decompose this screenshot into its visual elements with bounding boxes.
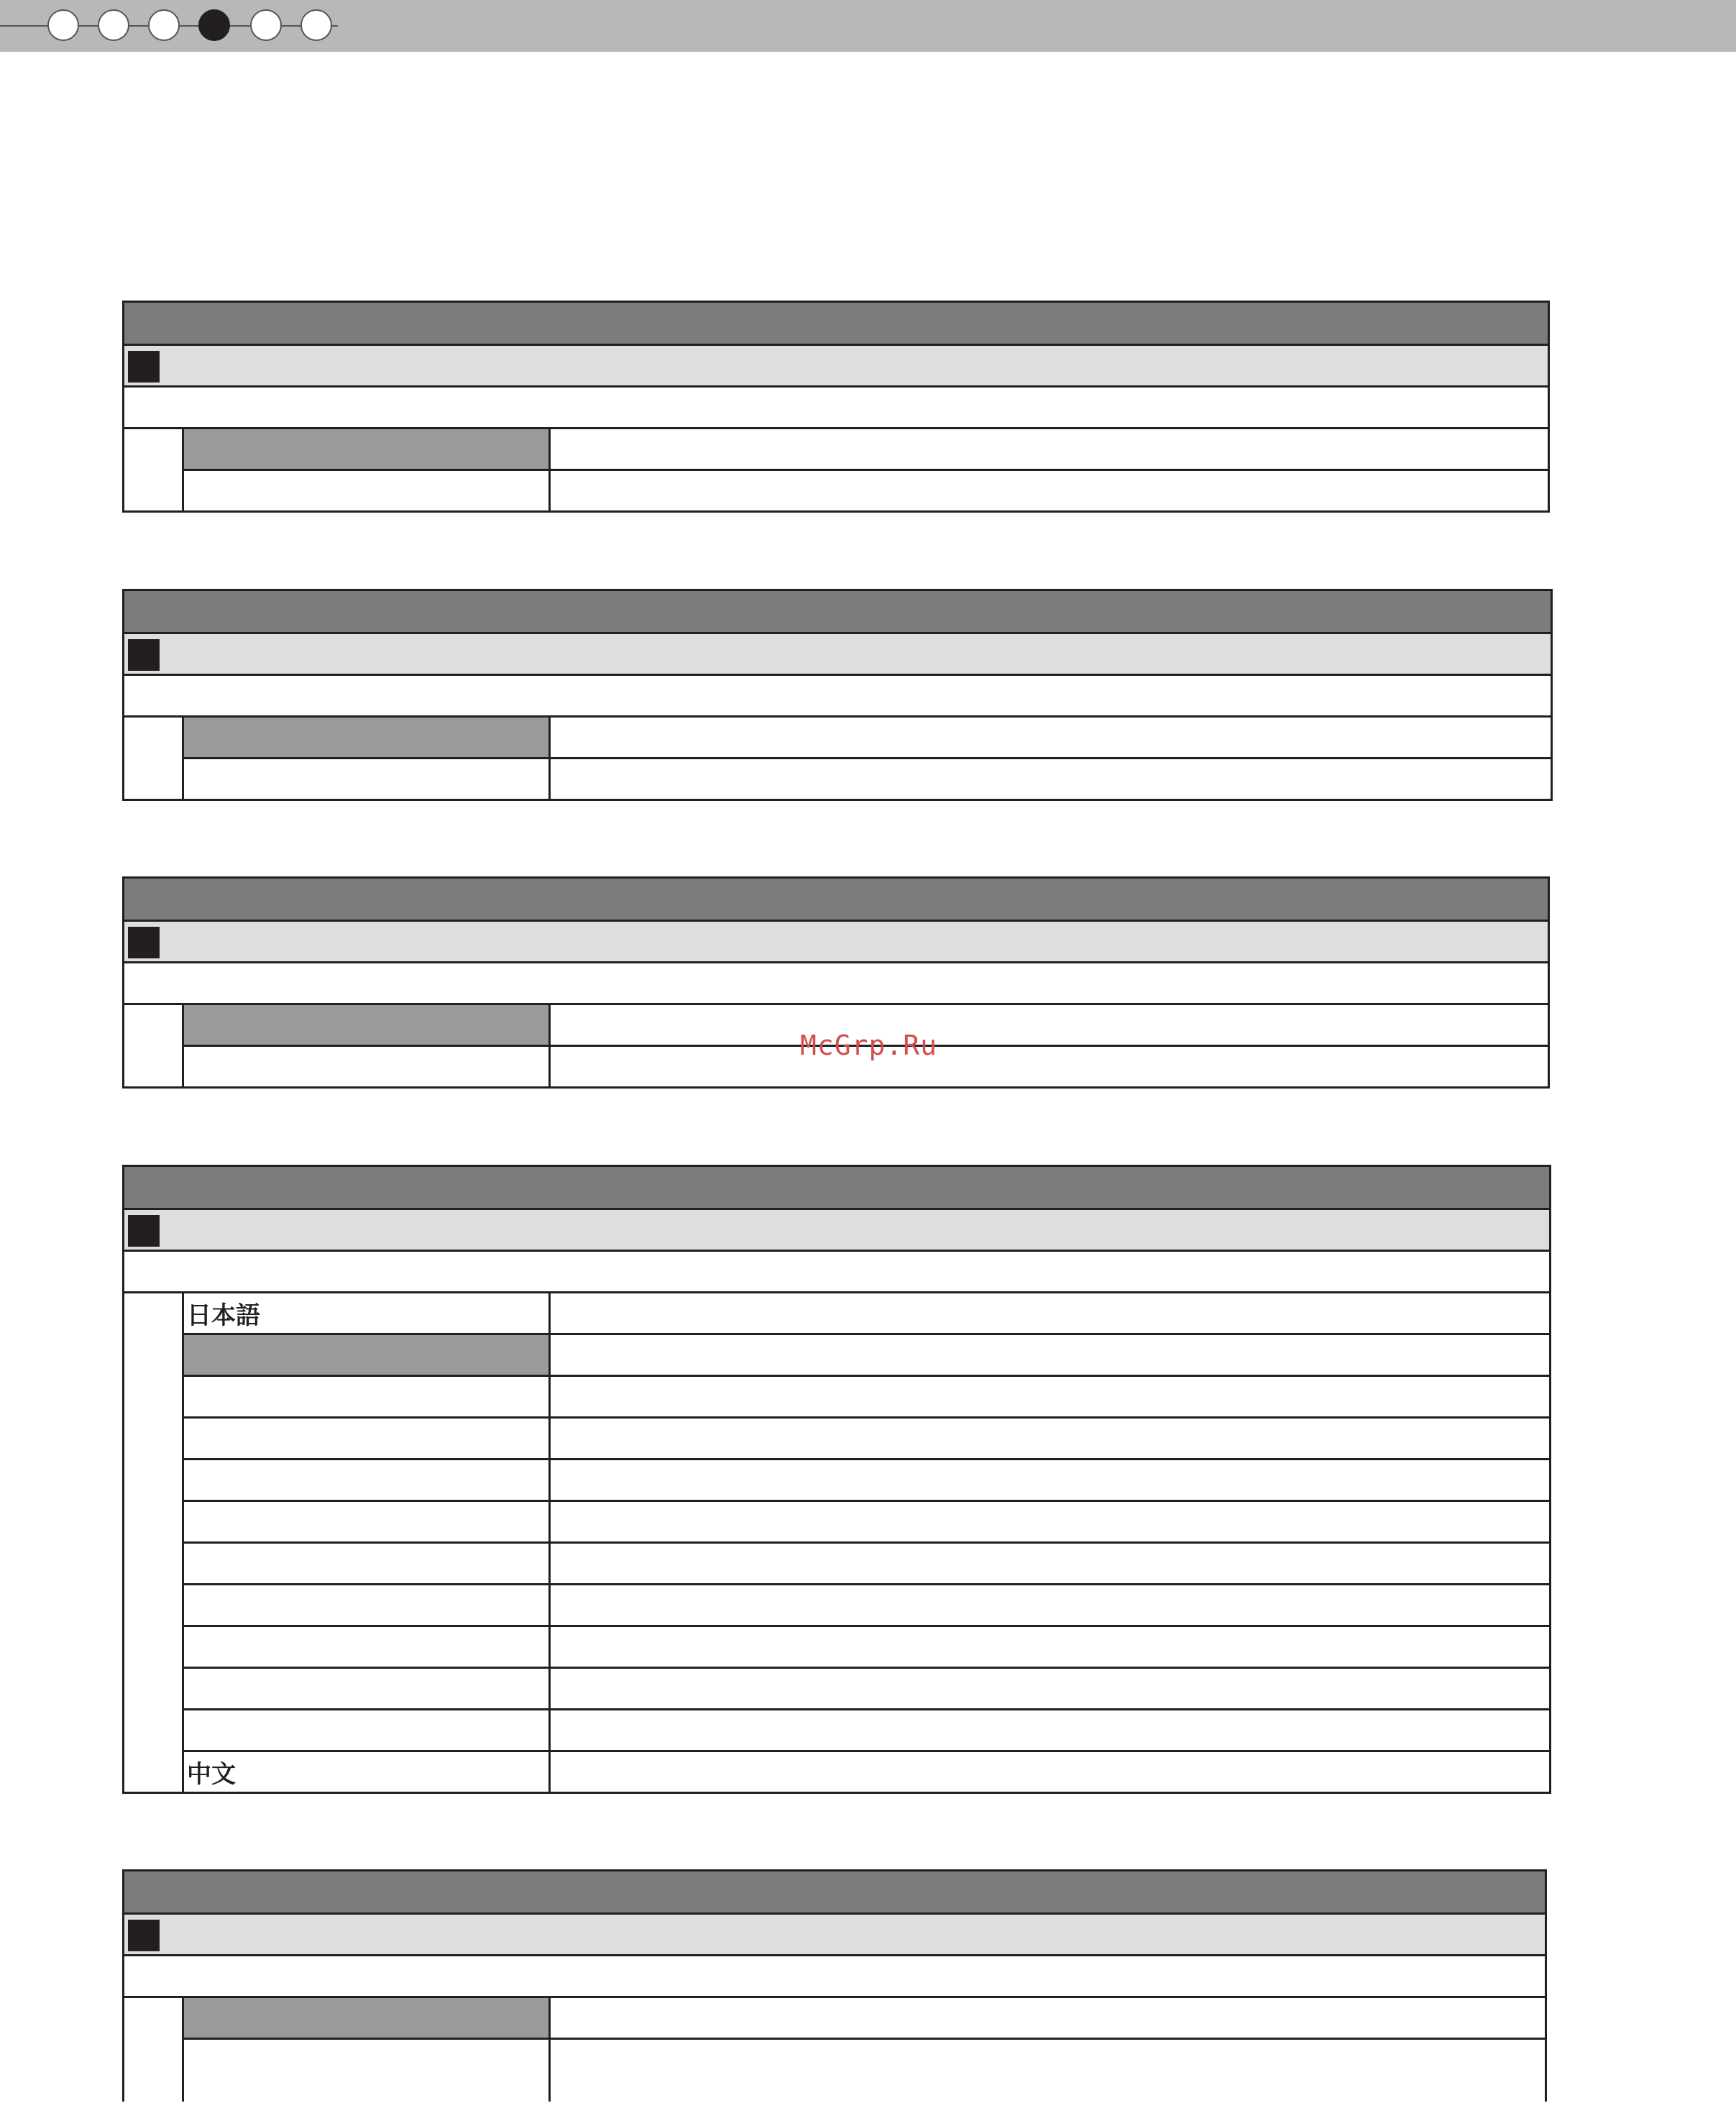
- option-description: [551, 1335, 1549, 1375]
- option-label: [184, 2040, 551, 2102]
- watermark-text: McGrp.Ru: [800, 1030, 938, 1061]
- language-row[interactable]: [184, 1460, 1549, 1502]
- step-2-indicator[interactable]: [98, 9, 129, 41]
- table-options-body: [124, 718, 1551, 799]
- table-header-bar: [124, 303, 1548, 346]
- table-header-bar: [124, 1871, 1545, 1915]
- option-label-selected: [184, 1998, 551, 2038]
- step-5-indicator[interactable]: [250, 9, 282, 41]
- option-description: [551, 1419, 1549, 1458]
- language-label: [184, 1377, 551, 1416]
- language-row[interactable]: [184, 1669, 1549, 1710]
- language-label: [184, 1669, 551, 1708]
- option-label-selected: [184, 1005, 551, 1045]
- step-6-indicator[interactable]: [300, 9, 332, 41]
- language-label: [184, 1627, 551, 1667]
- language-label: [184, 1585, 551, 1625]
- top-navigation-bar: [0, 0, 1736, 52]
- language-label: [184, 1710, 551, 1750]
- language-options-body: [124, 1293, 1549, 1792]
- option-description: [551, 1998, 1545, 2038]
- option-description: [551, 1047, 1548, 1086]
- step-3-indicator[interactable]: [148, 9, 180, 41]
- option-row[interactable]: [184, 471, 1548, 510]
- language-label-chinese: 中文: [184, 1752, 551, 1792]
- settings-table-5: [122, 1869, 1547, 2102]
- table-description-row: [124, 963, 1548, 1005]
- section-marker-icon: [128, 351, 160, 382]
- language-row-chinese[interactable]: [184, 1752, 1549, 1792]
- option-description: [551, 1752, 1549, 1792]
- option-description: [551, 1502, 1549, 1541]
- language-row[interactable]: [184, 1419, 1549, 1460]
- table-description-row: [124, 676, 1551, 718]
- language-row[interactable]: [184, 1544, 1549, 1585]
- option-description: [551, 718, 1551, 757]
- option-label-selected: [184, 718, 551, 757]
- language-row-japanese[interactable]: [184, 1293, 1549, 1335]
- table-options-body: [124, 1998, 1545, 2102]
- table-header-bar: [124, 1167, 1549, 1210]
- table-subheader: [124, 1915, 1545, 1956]
- section-marker-icon: [128, 927, 160, 958]
- settings-table-2: [122, 589, 1553, 801]
- table-subheader: [124, 346, 1548, 388]
- section-marker-icon: [128, 1920, 160, 1951]
- table-header-bar: [124, 591, 1551, 634]
- option-label-selected: [184, 429, 551, 469]
- language-row[interactable]: [184, 1585, 1549, 1627]
- option-description: [551, 471, 1548, 510]
- option-description: [551, 1710, 1549, 1750]
- language-row[interactable]: [184, 1627, 1549, 1669]
- language-label: [184, 1544, 551, 1583]
- option-description: [551, 1627, 1549, 1667]
- language-label: [184, 1502, 551, 1541]
- option-row[interactable]: [184, 2040, 1545, 2102]
- language-label-japanese: 日本語: [184, 1293, 551, 1333]
- option-description: [551, 1377, 1549, 1416]
- option-row[interactable]: [184, 1998, 1545, 2040]
- option-row[interactable]: [184, 718, 1551, 759]
- table-gutter: [124, 1293, 184, 1792]
- table-header-bar: [124, 879, 1548, 922]
- table-gutter: [124, 429, 184, 510]
- option-description: [551, 1005, 1548, 1045]
- settings-table-1: [122, 301, 1550, 513]
- option-description: [551, 429, 1548, 469]
- table-gutter: [124, 1998, 184, 2102]
- option-description: [551, 1293, 1549, 1333]
- language-settings-table: [122, 1165, 1551, 1794]
- option-description: [551, 1669, 1549, 1708]
- option-label: [184, 759, 551, 799]
- option-description: [551, 1544, 1549, 1583]
- step-4-indicator-current[interactable]: [198, 9, 230, 41]
- language-label: [184, 1460, 551, 1500]
- option-row[interactable]: [184, 759, 1551, 799]
- table-description-row: [124, 1956, 1545, 1998]
- section-marker-icon: [128, 1215, 160, 1247]
- option-description: [551, 1585, 1549, 1625]
- option-description: [551, 1460, 1549, 1500]
- option-label: [184, 471, 551, 510]
- language-row[interactable]: [184, 1710, 1549, 1752]
- table-gutter: [124, 1005, 184, 1086]
- language-label-selected: [184, 1335, 551, 1375]
- language-row[interactable]: [184, 1377, 1549, 1419]
- option-row[interactable]: [184, 429, 1548, 471]
- option-description: [551, 759, 1551, 799]
- table-options-body: [124, 429, 1548, 510]
- option-label: [184, 1047, 551, 1086]
- table-subheader: [124, 634, 1551, 676]
- option-description: [551, 2040, 1545, 2102]
- language-label: [184, 1419, 551, 1458]
- table-description-row: [124, 1252, 1549, 1293]
- table-subheader: [124, 1210, 1549, 1252]
- step-1-indicator[interactable]: [47, 9, 79, 41]
- language-row[interactable]: [184, 1335, 1549, 1377]
- table-description-row: [124, 388, 1548, 429]
- table-gutter: [124, 718, 184, 799]
- table-subheader: [124, 922, 1548, 963]
- section-marker-icon: [128, 639, 160, 671]
- language-row[interactable]: [184, 1502, 1549, 1544]
